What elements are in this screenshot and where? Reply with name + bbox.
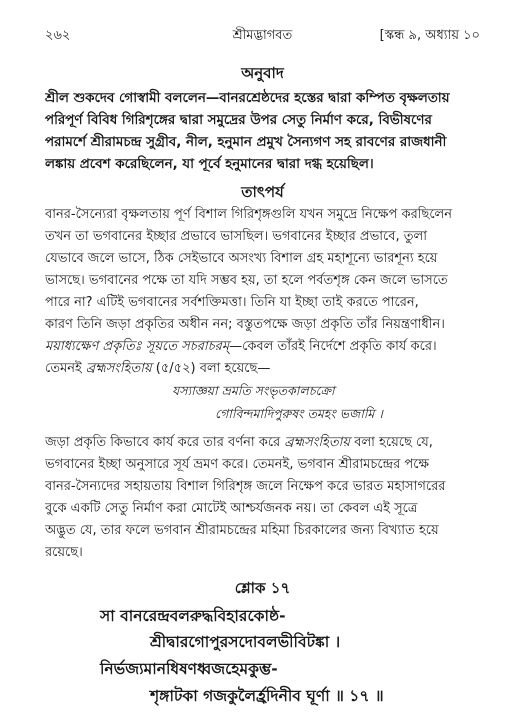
book-title: শ্রীমদ্ভাগবত xyxy=(232,28,293,43)
running-header xyxy=(45,26,480,46)
gita-quote: ময়াধ্যক্ষেণ প্রকৃতিঃ সূয়তে সচরাচরম্ xyxy=(45,339,230,354)
verse-line: নির্ভজ্যমানধিষণধ্বজহেমকুম্ভ- xyxy=(100,660,278,678)
line-after-a: জড়া প্রকৃতি কিভাবে কার্য করে তার বর্ণনা করে xyxy=(45,435,285,450)
line-after-title: ব্রহ্মসংহিতায় xyxy=(284,435,351,450)
purport-line: বুকে একটি সেতু নির্মাণ করা মোটেই আশ্চর্যজনক নয়। তা কেবল এই সূত্রে xyxy=(45,501,418,516)
purport-line: ভগবানের ইচ্ছা অনুসারে সূর্য ভ্রমণ করে। তেমনই, ভগবান শ্রীরামচন্দ্রের পক্ষে xyxy=(45,457,429,472)
brahma-intro-line xyxy=(45,358,483,380)
translation-line: শ্রীল শুকদেব গোস্বামী বললেন—বানরশ্রেষ্ঠদের হস্তের দ্বারা কম্পিত বৃক্ষলতায় xyxy=(45,91,450,106)
translation-heading: অনুবাদ xyxy=(241,64,284,82)
purport-line: পারে না? এটিই ভগবানের সর্বশক্তিমত্তা। তিনি যা ইচ্ছা তাই করতে পারেন, xyxy=(45,295,419,310)
purport-line: রয়েছে। xyxy=(45,545,83,560)
brahma-tail: (৫/৫২) বলা হয়েছে— xyxy=(151,361,271,376)
purport-text-continued xyxy=(45,432,483,564)
translation-line: পরামর্শে শ্রীরামচন্দ্র সুগ্রীব, নীল, হনুমান প্রমুখ সৈন্যগণ সহ রাবণের রাজধানী xyxy=(45,135,447,150)
translation-line: পরিপূর্ণ বিবিধ গিরিশৃঙ্গের দ্বারা সমুদ্রের উপর সেতু নির্মাণ করে, বিভীষণের xyxy=(45,113,432,128)
purport-line: যেভাবে জলে ভাসে, ঠিক সেইভাবে অসংখ্য বিশাল গ্রহ মহাশূন্যে ভারশূন্য হয়ে xyxy=(45,251,438,266)
purport-heading: তাৎপর্য xyxy=(241,183,284,201)
purport-line: বানর-সৈন্যেরা বৃক্ষলতায় পূর্ণ বিশাল গিরিশৃঙ্গগুলি যখন সমুদ্রে নিক্ষেপ করছিলেন xyxy=(45,207,452,222)
chapter-reference: [স্কন্ধ ৯, অধ্যায় ১০ xyxy=(379,28,480,43)
sanskrit-quote-line-2: গোবিন্দমাদিপুরুষং তমহং ভজামি । xyxy=(215,406,383,421)
line-after-b: বলা হয়েছে যে, xyxy=(350,435,433,450)
brahma-lead: তেমনই xyxy=(45,361,86,376)
purport-line: বানর-সৈন্যদের সহায়তায় বিশাল গিরিশৃঙ্গ জলে নিক্ষেপ করে ভারত মহাসাগরের xyxy=(45,479,446,494)
purport-line: কারণ তিনি জড়া প্রকৃতির অধীন নন; বস্তুতপক্ষে জড়া প্রকৃতি তাঁর নিয়ন্ত্রণাধীন। xyxy=(45,317,445,332)
page-number: ২৬২ xyxy=(45,28,71,43)
verse-line: সা বানরেন্দ্রবলরুদ্ধবিহারকোষ্ঠ- xyxy=(100,607,286,625)
purport-text xyxy=(45,204,483,380)
translation-line: লঙ্কায় প্রবেশ করেছিলেন, যা পূর্বে হনুমানের দ্বারা দগ্ধ হয়েছিল। xyxy=(45,157,374,172)
purport-line: তখন তা ভগবানের ইচ্ছার প্রভাবে ভাসছিল। ভগবানের ইচ্ছার প্রভাবে, তুলা xyxy=(45,229,427,244)
gita-quote-rest: —কেবল তাঁরই নির্দেশে প্রকৃতি কার্য করে। xyxy=(229,339,437,354)
verse-line: শ্রীদ্বারগোপুরসদোবলভীবিটঙ্কা । xyxy=(150,633,341,651)
purport-line xyxy=(45,432,483,454)
sanskrit-quote-line-1: যস্যাজ্ঞয়া ভ্রমতি সংভৃতকালচক্রো xyxy=(172,383,335,398)
purport-line: অদ্ভুত যে, তার ফলে ভগবান শ্রীরামচন্দ্রের মহিমা চিরকালের জন্য বিখ্যাত হয়ে xyxy=(45,523,439,538)
verse-heading: শ্লোক ১৭ xyxy=(234,579,291,597)
brahma-title: ব্রহ্মসংহিতায় xyxy=(85,361,152,376)
purport-line: ভাসছে। ভগবানের পক্ষে তা যদি সম্ভব হয়, তা হলে পর্বতশৃঙ্গ কেন জলে ভাসতে xyxy=(45,273,448,288)
gita-quote-line xyxy=(45,336,483,358)
verse-line: শৃঙ্গাটকা গজকুলৈর্হ্রদিনীব ঘূর্ণা ॥ ১৭ ॥ xyxy=(150,687,384,705)
translation-text xyxy=(45,88,483,176)
